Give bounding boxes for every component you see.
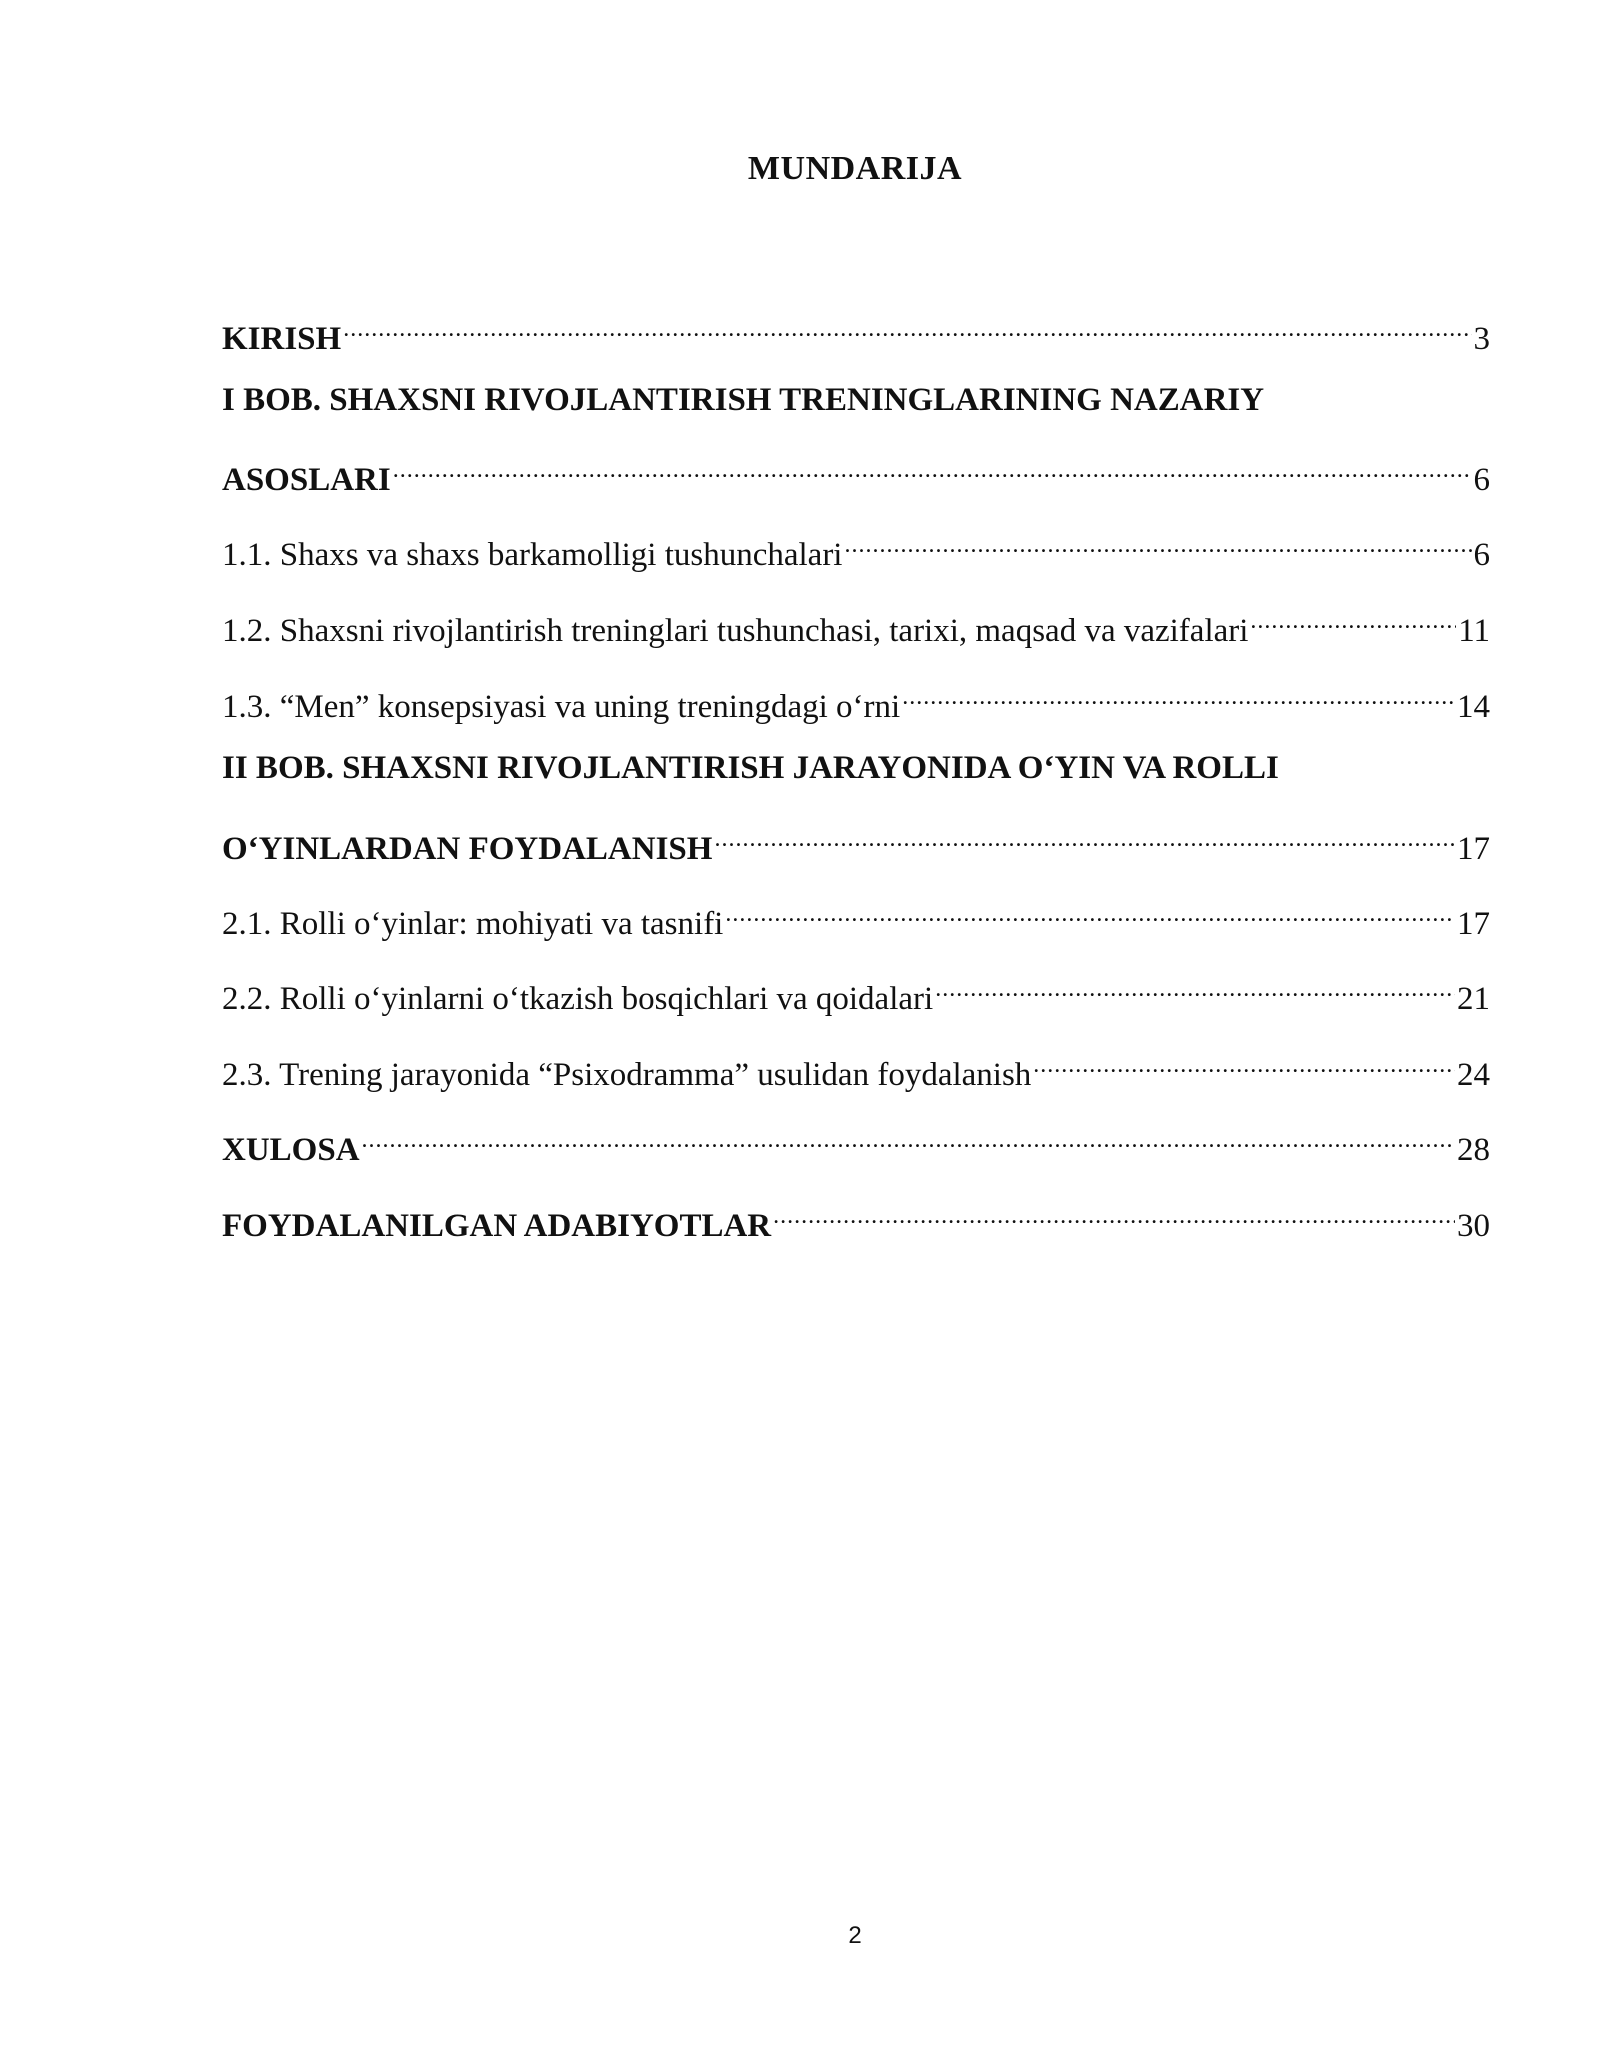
toc-chapter1-title-line1[interactable]: I BOB. SHAXSNI RIVOJLANTIRISH TRENINGLARINING NAZARIY bbox=[222, 382, 1265, 418]
toc-entry-label: XULOSA bbox=[222, 1132, 360, 1168]
dot-leader bbox=[1033, 1041, 1455, 1085]
toc-entry-1-2[interactable] bbox=[222, 597, 1490, 649]
toc-entry-chapter1[interactable] bbox=[222, 446, 1490, 498]
dot-leader bbox=[714, 815, 1455, 859]
toc-entry-label: O‘YINLARDAN FOYDALANISH bbox=[222, 831, 713, 867]
toc-entry-chapter2[interactable] bbox=[222, 815, 1490, 867]
dot-leader bbox=[725, 890, 1455, 934]
dot-leader bbox=[773, 1192, 1455, 1236]
toc-entry-page: 3 bbox=[1473, 321, 1490, 357]
dot-leader bbox=[1250, 597, 1456, 641]
toc-entry-2-2[interactable] bbox=[222, 965, 1490, 1017]
toc-chapter2-title-line1[interactable]: II BOB. SHAXSNI RIVOJLANTIRISH JARAYONIDA O‘YIN VA ROLLI bbox=[222, 750, 1279, 786]
toc-entry-page: 30 bbox=[1457, 1208, 1490, 1244]
toc-entry-label: 1.2. Shaxsni rivojlantirish treninglari tushunchasi, tarixi, maqsad va vazifalari bbox=[222, 613, 1249, 649]
page-title: MUNDARIJA bbox=[747, 150, 963, 187]
dot-leader bbox=[343, 305, 1471, 349]
toc-entry-1-3[interactable] bbox=[222, 673, 1490, 725]
toc-entry-2-3[interactable] bbox=[222, 1041, 1490, 1093]
toc-entry-label: 2.1. Rolli o‘yinlar: mohiyati va tasnifi bbox=[222, 906, 724, 942]
toc-entry-label: 1.3. “Men” konsepsiyasi va uning treningdagi o‘rni bbox=[222, 689, 901, 725]
toc-entry-page: 14 bbox=[1457, 689, 1490, 725]
toc-entry-label: 2.3. Trening jarayonida “Psixodramma” usulidan foydalanish bbox=[222, 1057, 1032, 1093]
dot-leader bbox=[844, 521, 1471, 565]
toc-entry-page: 11 bbox=[1458, 613, 1490, 649]
toc-entry-page: 6 bbox=[1473, 537, 1490, 573]
toc-entry-2-1[interactable] bbox=[222, 890, 1490, 942]
dot-leader bbox=[393, 446, 1472, 490]
dot-leader bbox=[902, 673, 1455, 717]
toc-entry-label: FOYDALANILGAN ADABIYOTLAR bbox=[222, 1208, 772, 1244]
dot-leader bbox=[935, 965, 1455, 1009]
toc-entry-page: 17 bbox=[1457, 831, 1490, 867]
toc-entry-page: 21 bbox=[1457, 981, 1490, 1017]
toc-entry-label: ASOSLARI bbox=[222, 462, 391, 498]
toc-entry-label: 1.1. Shaxs va shaxs barkamolligi tushunchalari bbox=[222, 537, 843, 573]
toc-entry-label: KIRISH bbox=[222, 321, 342, 357]
toc-entry-page: 6 bbox=[1473, 462, 1490, 498]
toc-entry-page: 17 bbox=[1457, 906, 1490, 942]
toc-entry-adabiyotlar[interactable] bbox=[222, 1192, 1490, 1244]
toc-entry-1-1[interactable] bbox=[222, 521, 1490, 573]
toc-entry-page: 24 bbox=[1457, 1057, 1490, 1093]
page-number: 2 bbox=[848, 1922, 862, 1949]
toc-entry-label: 2.2. Rolli o‘yinlarni o‘tkazish bosqichlari va qoidalari bbox=[222, 981, 934, 1017]
toc-entry-page: 28 bbox=[1457, 1132, 1490, 1168]
toc-entry-xulosa[interactable] bbox=[222, 1116, 1490, 1168]
toc-entry-kirish[interactable] bbox=[222, 305, 1490, 357]
dot-leader bbox=[362, 1116, 1455, 1160]
